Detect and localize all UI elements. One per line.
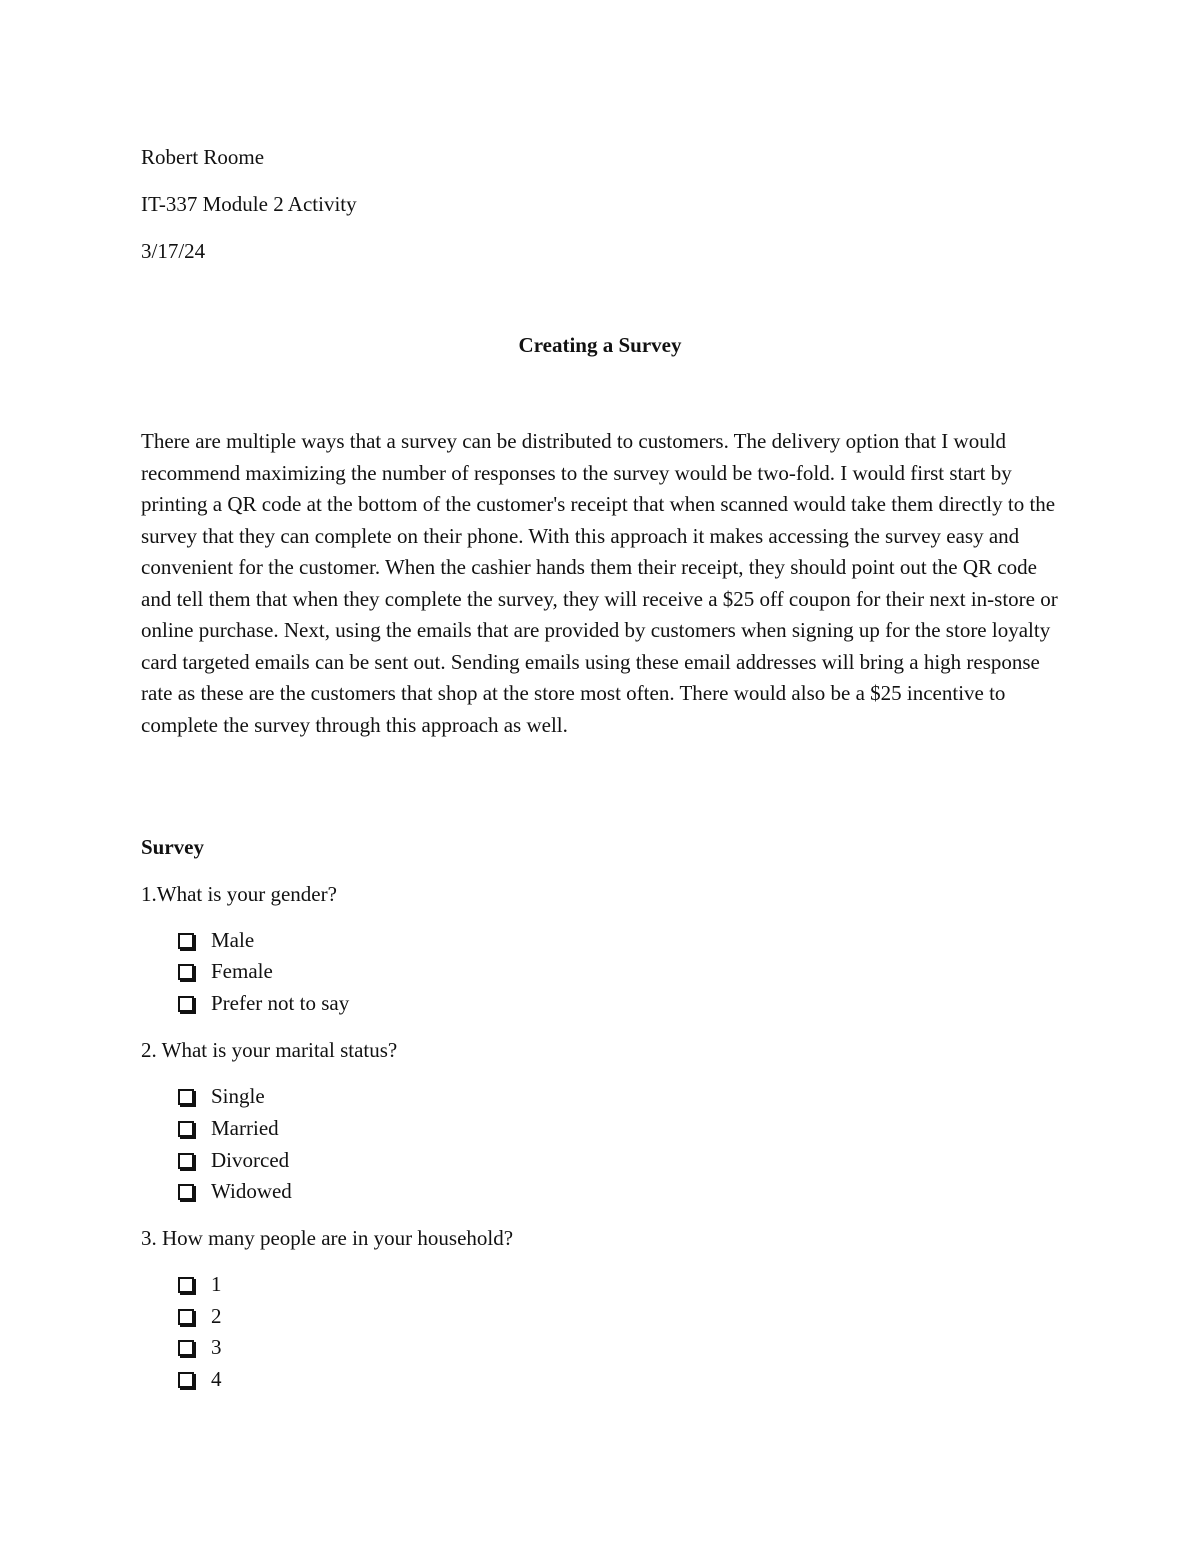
- intro-paragraph: There are multiple ways that a survey can be distributed to customers. The delivery option that I would recommend maximizing the number of responses to the survey would be two-fold. I would first start by printing a QR code at the bottom of the customer's receipt that when scanned would take them directly to the survey that they can complete on their phone. With this approach it makes accessing the survey easy and convenient for the customer. When the cashier hands them their receipt, they should point out the QR code and tell them that when they complete the survey, they will receive a $25 off coupon for their next in-store or online purchase. Next, using the emails that are provided by customers when signing up for the store loyalty card targeted emails can be sent out. Sending emails using these email addresses will bring a high response rate as these are the customers that shop at the store most often. There would also be a $25 incentive to complete the survey through this approach as well.: [141, 429, 1058, 737]
- option-label: Single: [211, 1084, 265, 1108]
- option-label: 3: [211, 1335, 222, 1359]
- checkbox-icon[interactable]: [178, 996, 194, 1012]
- option-label: Male: [211, 928, 255, 952]
- option-label: Female: [211, 959, 273, 983]
- question-gender: 1.What is your gender?: [141, 882, 337, 906]
- checkbox-icon[interactable]: [178, 933, 194, 949]
- checkbox-icon[interactable]: [178, 1121, 194, 1137]
- checkbox-icon[interactable]: [178, 1277, 194, 1293]
- question-marital-status: 2. What is your marital status?: [141, 1038, 398, 1062]
- option-female[interactable]: [178, 959, 273, 983]
- checkbox-icon[interactable]: [178, 1153, 194, 1169]
- course-title: IT-337 Module 2 Activity: [141, 192, 357, 216]
- option-label: Widowed: [211, 1179, 292, 1203]
- option-prefer-not-to-say[interactable]: [178, 991, 349, 1015]
- option-label: 4: [211, 1367, 222, 1391]
- option-household-1[interactable]: [178, 1272, 222, 1296]
- option-single[interactable]: [178, 1084, 265, 1108]
- option-label: 2: [211, 1304, 222, 1328]
- option-male[interactable]: [178, 928, 254, 952]
- option-label: Married: [211, 1116, 279, 1140]
- checkbox-icon[interactable]: [178, 1372, 194, 1388]
- option-label: 1: [211, 1272, 222, 1296]
- survey-heading: Survey: [141, 835, 204, 859]
- option-widowed[interactable]: [178, 1179, 292, 1203]
- document-date: 3/17/24: [141, 239, 206, 263]
- option-label: Divorced: [211, 1148, 290, 1172]
- option-married[interactable]: [178, 1116, 279, 1140]
- option-label: Prefer not to say: [211, 991, 350, 1015]
- checkbox-icon[interactable]: [178, 1340, 194, 1356]
- author-name: Robert Roome: [141, 145, 265, 169]
- checkbox-icon[interactable]: [178, 1309, 194, 1325]
- question-household-size: 3. How many people are in your household?: [141, 1226, 514, 1250]
- checkbox-icon[interactable]: [178, 964, 194, 980]
- option-household-3[interactable]: [178, 1335, 222, 1359]
- option-household-4[interactable]: [178, 1367, 222, 1391]
- checkbox-icon[interactable]: [178, 1089, 194, 1105]
- document-title: Creating a Survey: [518, 333, 682, 357]
- option-household-2[interactable]: [178, 1304, 222, 1328]
- checkbox-icon[interactable]: [178, 1184, 194, 1200]
- option-divorced[interactable]: [178, 1148, 289, 1172]
